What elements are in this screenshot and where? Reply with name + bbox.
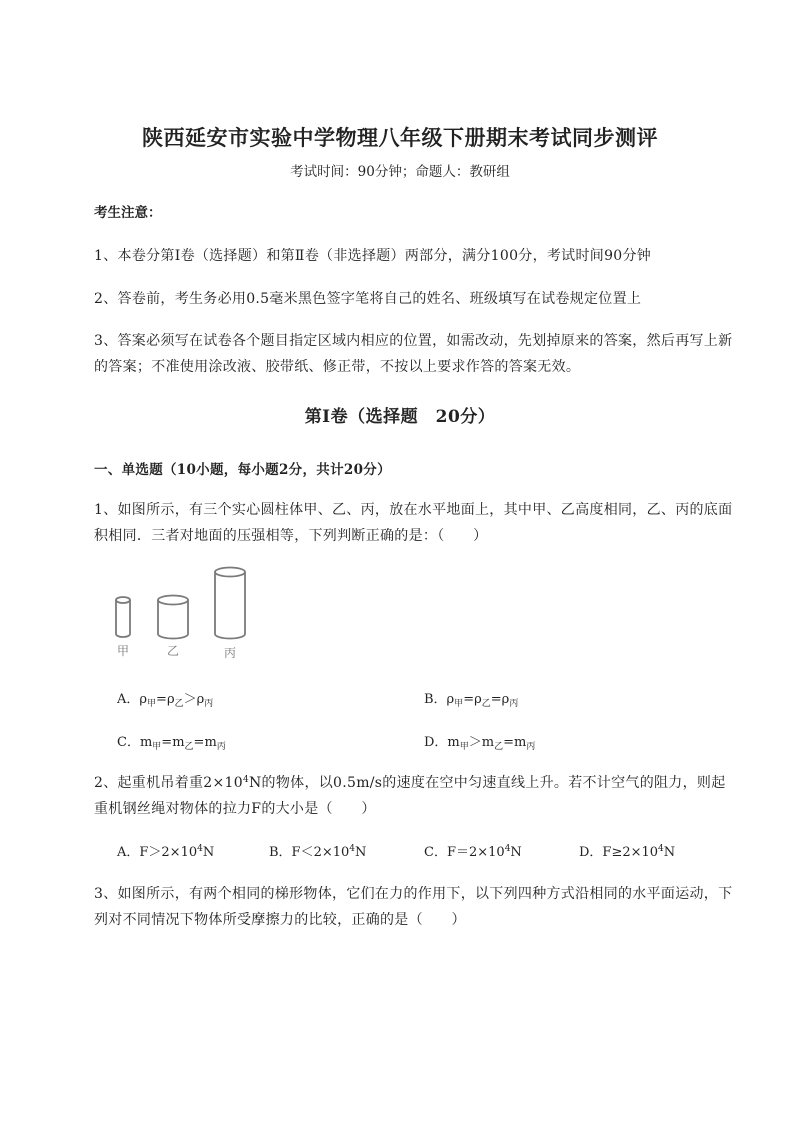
- q1-option-c[interactable]: [117, 731, 226, 752]
- q1-option-b[interactable]: [424, 688, 518, 709]
- q2-c-pre: C．F＝2×10: [424, 845, 505, 860]
- q2-a-sup: 4: [197, 844, 203, 854]
- q1-line-2: 积相同．三者对地面的压强相等，下列判断正确的是：（ ）: [94, 528, 488, 544]
- exam-info: 考试时间：90分钟；命题人：教研组: [290, 164, 510, 180]
- cylinders-figure: [106, 562, 266, 666]
- q2-line-2: 重机钢丝绳对物体的拉力F的大小是（ ）: [94, 801, 376, 817]
- q2-line-1-a: 2、起重机吊着重2×10: [94, 775, 243, 791]
- q1-b-mid-1: =ρ: [463, 692, 482, 707]
- q2-b-sup: 4: [349, 844, 356, 854]
- q1-d-sub-2: 乙: [494, 742, 504, 752]
- q2-b-post: N: [355, 845, 367, 860]
- q1-b-sub-1: 甲: [454, 699, 464, 709]
- q1-b-prefix: B．ρ: [424, 692, 455, 707]
- q2-c-post: N: [510, 845, 522, 860]
- q2-c-sup: 4: [504, 844, 511, 854]
- q1-c-prefix: C．m: [117, 735, 153, 750]
- q1-a-prefix: A．ρ: [117, 692, 148, 707]
- q2-b-pre: B．F＜2×10: [269, 845, 350, 860]
- cylinder-bing: [215, 568, 245, 639]
- q1-d-sub-3: 丙: [526, 742, 536, 752]
- page-title: 陕西延安市实验中学物理八年级下册期末考试同步测评: [142, 125, 658, 150]
- q1-a-sub-3: 丙: [204, 699, 214, 709]
- q2-line-1-b: N的物体，以0.5m/s的速度在空中匀速直线上升。若不计空气的阻力，则起: [249, 775, 726, 791]
- notice-item-2: 2、答卷前，考生务必用0.5毫米黑色签字笔将自己的姓名、班级填写在试卷规定位置上: [94, 291, 642, 307]
- cylinder-yi: [158, 596, 188, 639]
- q1-c-mid-1: =m: [161, 735, 185, 750]
- part-heading: 一、单选题（10小题，每小题2分，共计20分）: [94, 462, 391, 478]
- q2-a-pre: A．F＞2×10: [117, 845, 198, 860]
- q1-d-prefix: D．m: [424, 735, 460, 750]
- label-jia: 甲: [117, 644, 130, 658]
- q1-a-sub-1: 甲: [147, 699, 157, 709]
- q1-a-mid-1: =ρ: [156, 692, 175, 707]
- section-title: 第Ⅰ卷（选择题 20分）: [304, 407, 496, 427]
- q2-d-pre: D．F≥2×10: [579, 845, 659, 860]
- notice-item-3-line-2: 的答案；不准使用涂改液、胶带纸、修正带，不按以上要求作答的答案无效。: [94, 359, 581, 375]
- q1-c-sub-2: 乙: [184, 742, 194, 752]
- cylinder-jia: [116, 597, 130, 637]
- q1-option-a[interactable]: [117, 688, 213, 709]
- q1-b-sub-3: 丙: [509, 699, 519, 709]
- q1-line-1: 1、如图所示，有三个实心圆柱体甲、乙、丙，放在水平地面上，其中甲、乙高度相同，乙、丙的底面: [94, 502, 733, 518]
- q1-d-mid-1: ＞m: [468, 735, 495, 750]
- q3-line-2: 列对不同情况下物体所受摩擦力的比较，正确的是（ ）: [94, 912, 466, 928]
- q2-line-1: [94, 772, 726, 792]
- label-yi: 乙: [167, 644, 180, 658]
- notice-item-3-line-1: 3、答案必须写在试卷各个题目指定区域内相应的位置，如需改动，先划掉原来的答案，然后再写上新: [94, 333, 733, 349]
- label-bing: 丙: [224, 646, 237, 660]
- cylinders-figure-svg: [106, 562, 266, 662]
- q2-line-1-sup: 4: [242, 775, 249, 785]
- q2-option-a[interactable]: [117, 841, 214, 860]
- q2-option-c[interactable]: [424, 841, 522, 860]
- q2-a-post: N: [202, 845, 215, 860]
- q1-option-d[interactable]: [424, 731, 535, 752]
- q2-d-post: N: [663, 845, 676, 860]
- q1-c-sub-3: 丙: [216, 742, 226, 752]
- q1-d-sub-1: 甲: [459, 742, 469, 752]
- q3-line-1: 3、如图所示，有两个相同的梯形物体，它们在力的作用下，以下列四种方式沿相同的水平面运动，下: [94, 886, 733, 902]
- q1-c-sub-1: 甲: [152, 742, 162, 752]
- q1-a-mid-2: ＞ρ: [183, 692, 205, 707]
- notice-heading: 考生注意：: [94, 205, 162, 221]
- q2-option-d[interactable]: [579, 841, 675, 860]
- q1-b-mid-2: =ρ: [490, 692, 510, 707]
- notice-item-1: 1、本卷分第Ⅰ卷（选择题）和第Ⅱ卷（非选择题）两部分，满分100分，考试时间90分钟: [94, 248, 652, 264]
- q1-a-sub-2: 乙: [174, 699, 184, 709]
- q1-d-mid-2: =m: [503, 735, 527, 750]
- q1-c-mid-2: =m: [193, 735, 217, 750]
- q2-option-b[interactable]: [269, 841, 366, 860]
- q1-b-sub-2: 乙: [481, 699, 491, 709]
- q2-d-sup: 4: [658, 844, 664, 854]
